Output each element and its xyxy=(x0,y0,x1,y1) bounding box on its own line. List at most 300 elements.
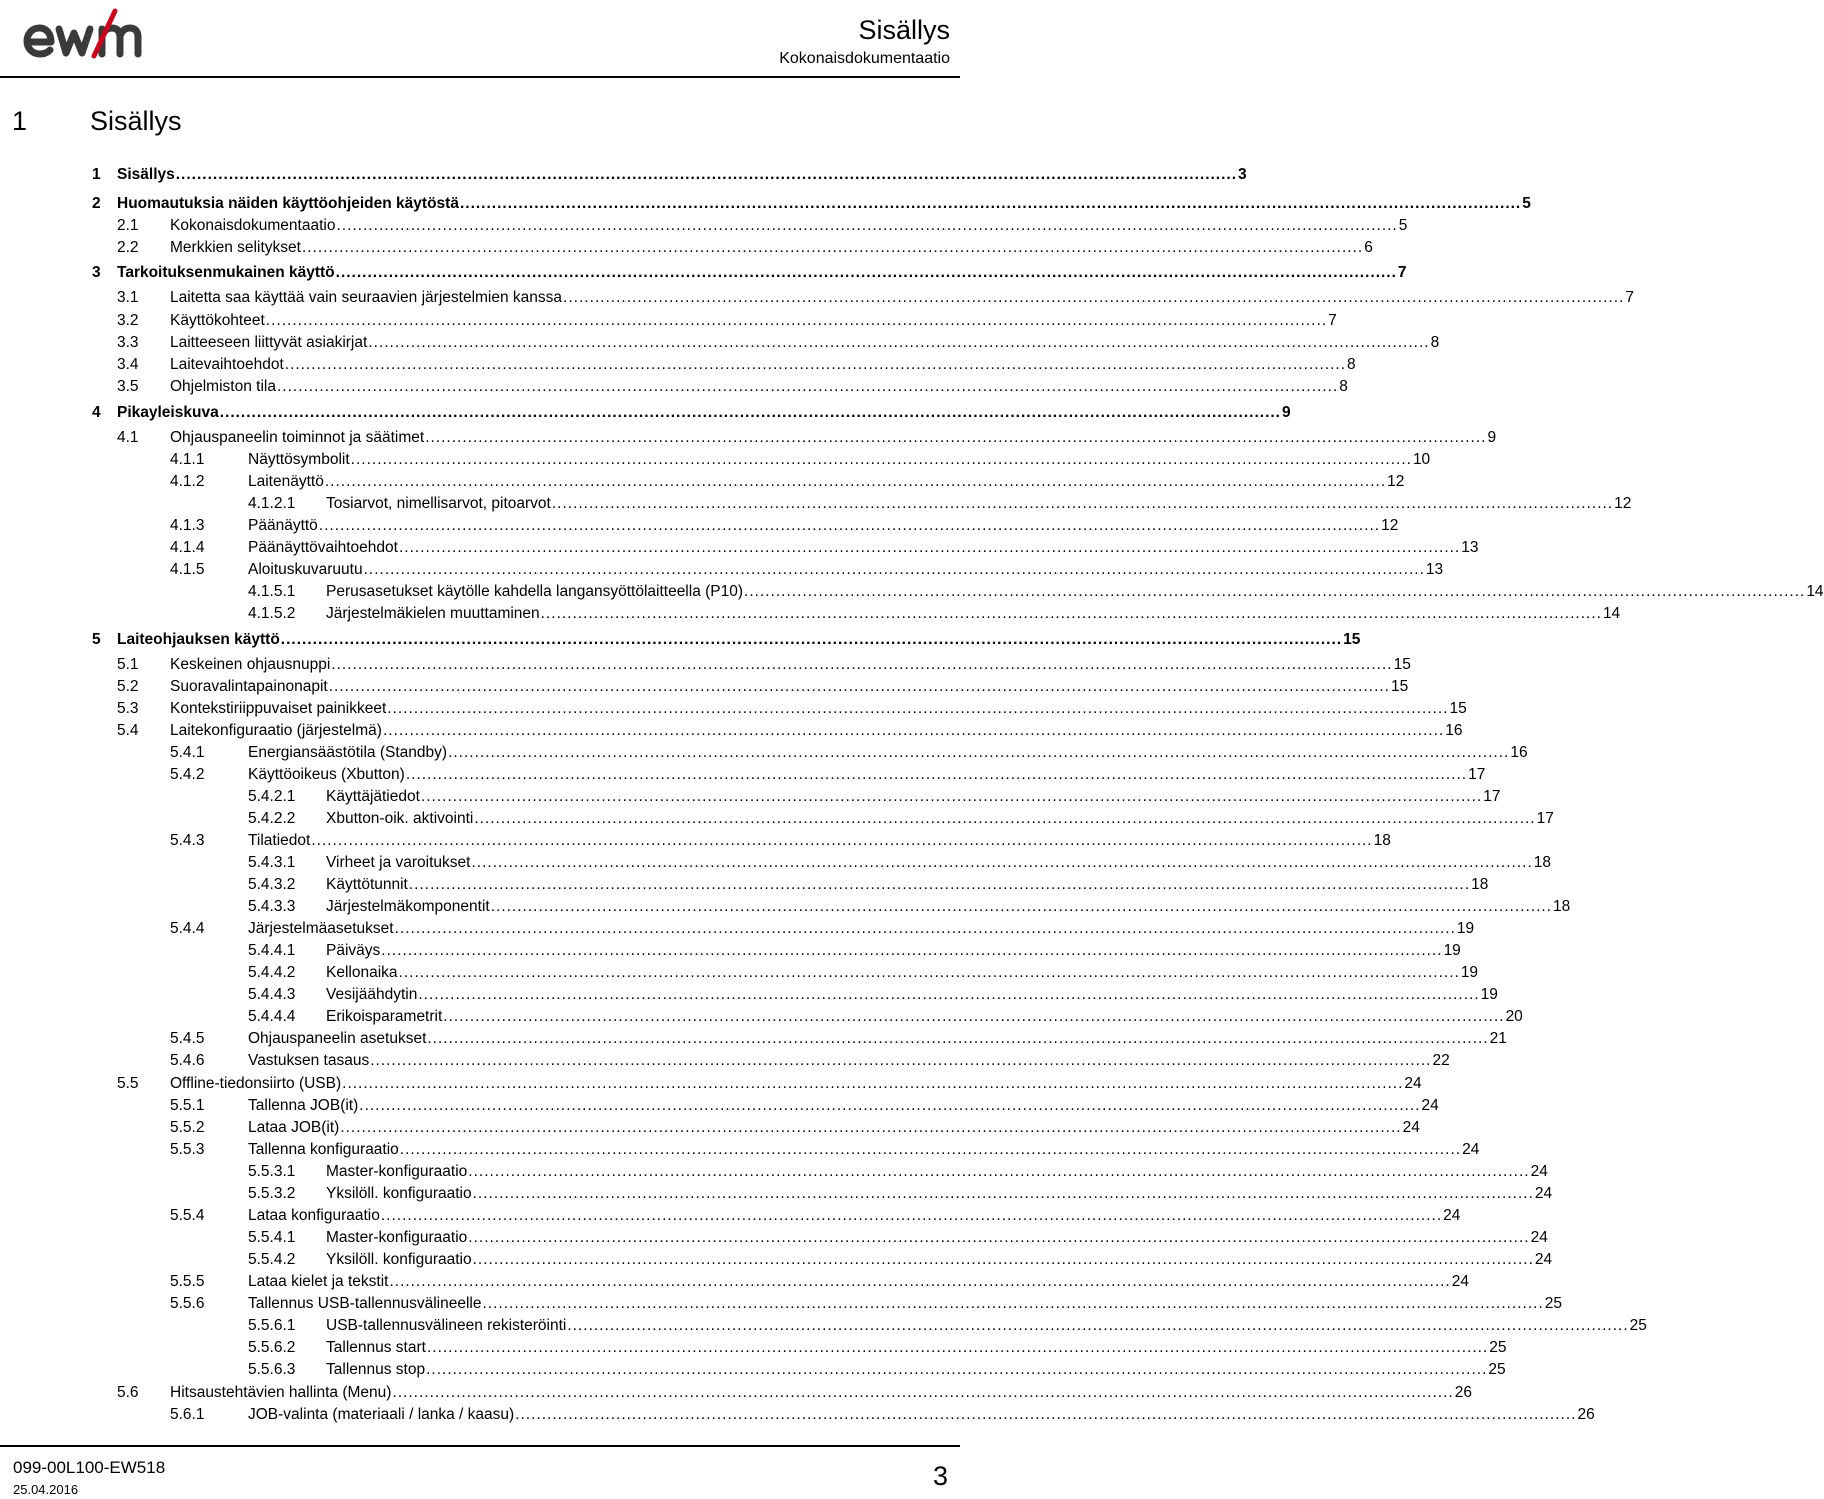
toc-entry-line xyxy=(170,427,1497,449)
toc-entry-line xyxy=(326,874,1489,896)
toc-entry-page: 13 xyxy=(1425,561,1444,578)
toc-entry-page: 24 xyxy=(1402,1119,1420,1136)
toc-entry-number: 5.4.4.1 xyxy=(248,942,296,959)
toc-entry-page: 19 xyxy=(1460,964,1479,981)
toc-entry[interactable] xyxy=(0,918,1475,940)
toc-entry-number: 5.5.3.2 xyxy=(248,1185,296,1202)
toc-dot-leader: ........................................................................................................................................................................................................ xyxy=(276,378,1339,395)
toc-entry[interactable] xyxy=(0,1073,1422,1095)
toc-entry-title: Tosiarvot, nimellisarvot, pitoarvot xyxy=(326,495,551,512)
toc-entry-line xyxy=(326,940,1461,962)
toc-dot-leader: ........................................................................................................................................................................................................ xyxy=(350,451,1412,468)
toc-entry[interactable] xyxy=(0,962,1479,984)
toc-entry[interactable] xyxy=(0,720,1463,742)
toc-entry-page: 7 xyxy=(1328,312,1337,329)
toc-entry-number: 5.5.4.2 xyxy=(248,1251,296,1268)
toc-entry-line xyxy=(170,310,1337,332)
toc-entry-line xyxy=(170,676,1409,698)
toc-entry-line xyxy=(248,918,1475,940)
toc-entry-number: 5.5.6.2 xyxy=(248,1339,296,1356)
toc-entry-title: Offline-tiedonsiirto (USB) xyxy=(170,1075,342,1092)
toc-entry-number: 5.4.2.1 xyxy=(248,788,296,805)
document-code: 099-00L100-EW518 xyxy=(13,1458,166,1477)
toc-entry[interactable] xyxy=(0,262,1407,284)
toc-entry-title: Tallennus USB-tallennusvälineelle xyxy=(248,1295,482,1312)
toc-dot-leader: ........................................................................................................................................................................................................ xyxy=(420,788,1483,805)
toc-dot-leader: ........................................................................................................................................................................................................ xyxy=(284,356,1347,373)
toc-entry-title: Tallennus stop xyxy=(326,1361,426,1378)
ewm-logo xyxy=(20,8,166,60)
toc-entry-page: 6 xyxy=(1364,239,1373,256)
toc-entry-line xyxy=(170,698,1467,720)
chapter-number: 1 xyxy=(12,106,28,136)
toc-entry-page: 19 xyxy=(1443,942,1461,959)
toc-dot-leader: ........................................................................................................................................................................................................ xyxy=(363,561,1425,578)
toc-entry-page: 24 xyxy=(1462,1141,1480,1158)
toc-entry-line xyxy=(326,581,1824,603)
toc-entry[interactable] xyxy=(0,402,1291,424)
toc-entry-line xyxy=(117,402,1291,424)
toc-entry-page: 13 xyxy=(1461,539,1479,556)
toc-dot-leader: ........................................................................................................................................................................................................ xyxy=(567,1317,1629,1334)
toc-entry[interactable] xyxy=(0,354,1356,376)
toc-dot-leader: ........................................................................................................................................................................................................ xyxy=(392,1384,1454,1401)
toc-dot-leader: ........................................................................................................................................................................................................ xyxy=(387,700,1449,717)
toc-dot-leader: ........................................................................................................................................................................................................ xyxy=(418,986,1480,1003)
toc-entry[interactable] xyxy=(0,449,1431,471)
toc-entry-title: Huomautuksia näiden käyttöohjeiden käytöstä xyxy=(117,195,459,212)
toc-entry-number: 4.1.3 xyxy=(170,517,205,534)
toc-entry-title: Keskeinen ohjausnuppi xyxy=(170,656,331,673)
chapter-title: Sisällys xyxy=(90,106,182,136)
toc-entry[interactable] xyxy=(0,1205,1461,1227)
toc-entry-title: Käyttökohteet xyxy=(170,312,265,329)
toc-entry[interactable] xyxy=(0,1183,1553,1205)
toc-entry-page: 10 xyxy=(1412,451,1431,468)
toc-dot-leader: ........................................................................................................................................................................................................ xyxy=(443,1008,1505,1025)
toc-entry-number: 5.5.3.1 xyxy=(248,1163,296,1180)
toc-entry-number: 4 xyxy=(92,404,101,421)
toc-entry-number: 3 xyxy=(92,264,101,281)
toc-entry-title: Tallennus start xyxy=(326,1339,426,1356)
toc-dot-leader: ........................................................................................................................................................................................................ xyxy=(482,1295,1544,1312)
toc-entry-page: 15 xyxy=(1393,656,1411,673)
toc-dot-leader: ........................................................................................................................................................................................................ xyxy=(380,1207,1443,1224)
toc-entry-number: 5.4.4.3 xyxy=(248,986,296,1003)
toc-entry-page: 25 xyxy=(1489,1339,1507,1356)
toc-entry-number: 4.1.5.2 xyxy=(248,605,296,622)
toc-entry-line xyxy=(326,1161,1548,1183)
toc-dot-leader: ........................................................................................................................................................................................................ xyxy=(359,1097,1421,1114)
toc-dot-leader: ........................................................................................................................................................................................................ xyxy=(398,964,1460,981)
toc-entry-line xyxy=(170,215,1408,237)
toc-entry-line xyxy=(170,376,1348,398)
toc-entry-line xyxy=(170,720,1463,742)
toc-entry-page: 24 xyxy=(1530,1163,1548,1180)
toc-dot-leader: ........................................................................................................................................................................................................ xyxy=(471,854,1533,871)
toc-dot-leader: ........................................................................................................................................................................................................ xyxy=(368,334,1430,351)
toc-entry-title: Käyttäjätiedot xyxy=(326,788,420,805)
toc-entry[interactable] xyxy=(0,537,1479,559)
toc-entry-line xyxy=(117,164,1247,186)
toc-entry[interactable] xyxy=(0,1117,1420,1139)
toc-entry[interactable] xyxy=(0,1404,1595,1426)
toc-entry-page: 24 xyxy=(1451,1273,1469,1290)
toc-dot-leader: ........................................................................................................................................................................................................ xyxy=(331,656,1393,673)
toc-entry-page: 14 xyxy=(1806,583,1824,600)
toc-entry-title: Tallenna JOB(it) xyxy=(248,1097,359,1114)
toc-entry-page: 18 xyxy=(1533,854,1551,871)
toc-entry-number: 1 xyxy=(92,166,101,183)
toc-entry-number: 5.4.2.2 xyxy=(248,810,296,827)
toc-entry-title: Yksilöll. konfiguraatio xyxy=(326,1251,472,1268)
toc-dot-leader: ........................................................................................................................................................................................................ xyxy=(744,583,1806,600)
toc-entry-line xyxy=(170,1073,1422,1095)
toc-entry-page: 16 xyxy=(1445,722,1463,739)
toc-entry-line xyxy=(170,287,1634,309)
toc-entry-title: Aloituskuvaruutu xyxy=(248,561,363,578)
toc-entry-title: Master-konfiguraatio xyxy=(326,1163,468,1180)
toc-entry-page: 24 xyxy=(1404,1075,1422,1092)
toc-entry-page: 14 xyxy=(1602,605,1621,622)
toc-entry[interactable] xyxy=(0,1249,1553,1271)
toc-entry-title: Käyttöoikeus (Xbutton) xyxy=(248,766,405,783)
toc-entry-title: Yksilöll. konfiguraatio xyxy=(326,1185,472,1202)
toc-dot-leader: ........................................................................................................................................................................................................ xyxy=(340,1119,1402,1136)
toc-dot-leader: ........................................................................................................................................................................................................ xyxy=(563,289,1625,306)
toc-entry-title: Laitteeseen liittyvät asiakirjat xyxy=(170,334,368,351)
toc-entry-line xyxy=(326,1183,1553,1205)
toc-entry-line xyxy=(326,603,1621,625)
toc-entry-line xyxy=(326,1227,1548,1249)
toc-entry-number: 5.2 xyxy=(117,678,139,695)
toc-entry-title: Hitsaustehtävien hallinta (Menu) xyxy=(170,1384,392,1401)
toc-entry-title: Kokonaisdokumentaatio xyxy=(170,217,336,234)
toc-entry[interactable] xyxy=(0,193,1531,215)
toc-entry[interactable] xyxy=(0,1382,1472,1404)
toc-entry-number: 5.4.5 xyxy=(170,1030,205,1047)
toc-entry-number: 5.4.4.2 xyxy=(248,964,296,981)
toc-entry[interactable] xyxy=(0,1006,1523,1028)
toc-entry-line xyxy=(326,1006,1523,1028)
toc-entry[interactable] xyxy=(0,1028,1507,1050)
toc-entry-number: 5.5.4 xyxy=(170,1207,205,1224)
toc-entry-line xyxy=(248,742,1528,764)
toc-entry-title: Vesijäähdytin xyxy=(326,986,418,1003)
toc-entry-number: 3.5 xyxy=(117,378,139,395)
toc-entry-title: Päänäyttö xyxy=(248,517,318,534)
toc-entry-line xyxy=(326,896,1571,918)
toc-entry-title: Erikoisparametrit xyxy=(326,1008,443,1025)
toc-entry[interactable] xyxy=(0,427,1497,449)
toc-dot-leader: ........................................................................................................................................................................................................ xyxy=(398,539,1461,556)
toc-entry-page: 12 xyxy=(1387,473,1405,490)
toc-dot-leader: ........................................................................................................................................................................................................ xyxy=(370,1052,1432,1069)
toc-entry-number: 5.4.3 xyxy=(170,832,205,849)
toc-entry[interactable] xyxy=(0,1293,1563,1315)
toc-entry-page: 7 xyxy=(1625,289,1634,306)
toc-entry[interactable] xyxy=(0,287,1634,309)
toc-entry-title: Merkkien selitykset xyxy=(170,239,301,256)
toc-entry[interactable] xyxy=(0,654,1411,676)
toc-entry-title: Pikayleiskuva xyxy=(117,404,219,421)
toc-entry-line xyxy=(248,1271,1469,1293)
toc-entry-page: 19 xyxy=(1480,986,1498,1003)
toc-dot-leader: ........................................................................................................................................................................................................ xyxy=(318,517,1381,534)
toc-entry-title: Näyttösymbolit xyxy=(248,451,350,468)
toc-entry[interactable] xyxy=(0,830,1391,852)
toc-entry-number: 2 xyxy=(92,195,101,212)
toc-dot-leader: ........................................................................................................................................................................................................ xyxy=(219,404,1281,421)
toc-entry-line xyxy=(326,1337,1507,1359)
toc-dot-leader: ........................................................................................................................................................................................................ xyxy=(472,1251,1534,1268)
toc-entry-line xyxy=(248,449,1431,471)
toc-entry-number: 4.1.4 xyxy=(170,539,205,556)
toc-entry[interactable] xyxy=(0,332,1440,354)
toc-entry[interactable] xyxy=(0,164,1247,186)
toc-entry-title: Vastuksen tasaus xyxy=(248,1052,370,1069)
toc-entry-page: 25 xyxy=(1544,1295,1563,1312)
toc-entry-number: 5.5.3 xyxy=(170,1141,205,1158)
page-number: 3 xyxy=(932,1461,948,1491)
toc-entry-line xyxy=(170,237,1373,259)
toc-dot-leader: ........................................................................................................................................................................................................ xyxy=(426,1339,1489,1356)
toc-entry-line xyxy=(170,1382,1472,1404)
toc-entry-title: Master-konfiguraatio xyxy=(326,1229,468,1246)
toc-entry-line xyxy=(117,193,1531,215)
toc-dot-leader: ........................................................................................................................................................................................................ xyxy=(342,1075,1404,1092)
toc-entry[interactable] xyxy=(0,984,1498,1006)
toc-entry[interactable] xyxy=(0,896,1571,918)
toc-entry-page: 17 xyxy=(1468,766,1486,783)
toc-dot-leader: ........................................................................................................................................................................................................ xyxy=(405,766,1468,783)
toc-entry-page: 15 xyxy=(1343,631,1361,648)
toc-entry-number: 4.1.5.1 xyxy=(248,583,296,600)
toc-entry-title: Lataa kielet ja tekstit xyxy=(248,1273,389,1290)
toc-entry-title: Energiansäästötila (Standby) xyxy=(248,744,448,761)
toc-entry[interactable] xyxy=(0,376,1348,398)
toc-entry[interactable] xyxy=(0,698,1467,720)
toc-entry[interactable] xyxy=(0,493,1632,515)
toc-entry-title: Järjestelmäkomponentit xyxy=(326,898,490,915)
toc-dot-leader: ........................................................................................................................................................................................................ xyxy=(425,429,1487,446)
toc-dot-leader: ........................................................................................................................................................................................................ xyxy=(175,166,1238,183)
toc-entry-page: 5 xyxy=(1522,195,1531,212)
toc-entry-page: 15 xyxy=(1449,700,1467,717)
toc-entry[interactable] xyxy=(0,1050,1450,1072)
toc-entry-line xyxy=(248,471,1405,493)
toc-entry-title: Kellonaika xyxy=(326,964,398,981)
toc-entry[interactable] xyxy=(0,1337,1507,1359)
toc-entry-title: Ohjauspaneelin asetukset xyxy=(248,1030,427,1047)
toc-entry-number: 5.4 xyxy=(117,722,139,739)
toc-entry-line xyxy=(248,515,1399,537)
toc-entry[interactable] xyxy=(0,742,1528,764)
toc-entry[interactable] xyxy=(0,874,1489,896)
toc-entry-title: Tilatiedot xyxy=(248,832,311,849)
toc-entry-number: 5.4.2 xyxy=(170,766,205,783)
toc-entry-number: 5.4.3.2 xyxy=(248,876,296,893)
toc-entry-line xyxy=(170,332,1440,354)
toc-dot-leader: ........................................................................................................................................................................................................ xyxy=(459,195,1522,212)
toc-entry-line xyxy=(326,962,1479,984)
toc-entry-number: 5.5.6.3 xyxy=(248,1361,296,1378)
toc-entry-number: 2.2 xyxy=(117,239,139,256)
toc-entry[interactable] xyxy=(0,310,1337,332)
toc-dot-leader: ........................................................................................................................................................................................................ xyxy=(408,876,1471,893)
toc-entry-page: 19 xyxy=(1456,920,1475,937)
toc-entry-number: 4.1.2 xyxy=(170,473,205,490)
toc-entry-number: 5.4.4.4 xyxy=(248,1008,296,1025)
toc-entry-number: 5.5.5 xyxy=(170,1273,205,1290)
toc-entry-page: 8 xyxy=(1339,378,1348,395)
toc-dot-leader: ........................................................................................................................................................................................................ xyxy=(382,722,1445,739)
toc-entry[interactable] xyxy=(0,515,1399,537)
toc-entry-line xyxy=(248,764,1486,786)
toc-entry-line xyxy=(248,1095,1439,1117)
toc-entry-page: 3 xyxy=(1238,166,1247,183)
toc-entry-title: Kontekstiriippuvaiset painikkeet xyxy=(170,700,387,717)
toc-entry-page: 7 xyxy=(1397,264,1407,281)
toc-entry-title: Päiväys xyxy=(326,942,381,959)
toc-entry-number: 5.5.6.1 xyxy=(248,1317,296,1334)
toc-entry[interactable] xyxy=(0,1227,1548,1249)
toc-entry-number: 4.1.1 xyxy=(170,451,205,468)
toc-entry-number: 5.4.6 xyxy=(170,1052,205,1069)
toc-entry-page: 18 xyxy=(1471,876,1489,893)
toc-entry[interactable] xyxy=(0,676,1409,698)
toc-entry-title: USB-tallennusvälineen rekisteröinti xyxy=(326,1317,567,1334)
toc-entry-page: 18 xyxy=(1552,898,1571,915)
toc-entry-page: 22 xyxy=(1432,1052,1450,1069)
toc-entry-line xyxy=(326,1315,1647,1337)
toc-dot-leader: ........................................................................................................................................................................................................ xyxy=(426,1361,1488,1378)
toc-entry-line xyxy=(248,830,1391,852)
toc-entry-title: Suoravalintapainonapit xyxy=(170,678,328,695)
toc-entry-number: 5.6.1 xyxy=(170,1406,205,1423)
toc-entry-number: 5.5 xyxy=(117,1075,139,1092)
toc-entry-title: Järjestelmäasetukset xyxy=(248,920,394,937)
toc-entry-page: 26 xyxy=(1577,1406,1595,1423)
toc-entry[interactable] xyxy=(0,603,1621,625)
toc-entry-line xyxy=(170,354,1356,376)
toc-entry[interactable] xyxy=(0,808,1554,830)
toc-entry[interactable] xyxy=(0,471,1405,493)
toc-entry-page: 17 xyxy=(1536,810,1554,827)
toc-entry-page: 26 xyxy=(1454,1384,1472,1401)
toc-entry[interactable] xyxy=(0,764,1486,786)
toc-entry-number: 3.3 xyxy=(117,334,139,351)
toc-dot-leader: ........................................................................................................................................................................................................ xyxy=(301,239,1364,256)
toc-entry-title: Järjestelmäkielen muuttaminen xyxy=(326,605,540,622)
toc-entry[interactable] xyxy=(0,581,1824,603)
toc-entry[interactable] xyxy=(0,1359,1506,1381)
toc-dot-leader: ........................................................................................................................................................................................................ xyxy=(540,605,1602,622)
toc-entry-page: 8 xyxy=(1347,356,1356,373)
toc-entry-number: 5.3 xyxy=(117,700,139,717)
toc-entry-number: 5.5.6 xyxy=(170,1295,205,1312)
toc-entry-page: 17 xyxy=(1483,788,1501,805)
toc-entry-title: Ohjelmiston tila xyxy=(170,378,276,395)
toc-entry-line xyxy=(248,1404,1595,1426)
toc-entry-number: 5.5.2 xyxy=(170,1119,205,1136)
toc-dot-leader: ........................................................................................................................................................................................................ xyxy=(468,1163,1530,1180)
toc-entry-page: 16 xyxy=(1510,744,1528,761)
toc-entry-number: 2.1 xyxy=(117,217,139,234)
toc-entry-page: 25 xyxy=(1629,1317,1647,1334)
toc-entry-line xyxy=(248,1139,1480,1161)
toc-entry[interactable] xyxy=(0,1271,1469,1293)
toc-entry-title: Tallenna konfiguraatio xyxy=(248,1141,399,1158)
toc-entry-page: 18 xyxy=(1373,832,1391,849)
toc-dot-leader: ........................................................................................................................................................................................................ xyxy=(490,898,1552,915)
toc-entry[interactable] xyxy=(0,852,1551,874)
toc-entry[interactable] xyxy=(0,1139,1480,1161)
toc-entry-line xyxy=(117,262,1407,284)
toc-entry-line xyxy=(326,786,1501,808)
toc-entry[interactable] xyxy=(0,1161,1548,1183)
toc-entry[interactable] xyxy=(0,1315,1647,1337)
toc-entry-page: 21 xyxy=(1489,1030,1507,1047)
toc-entry-line xyxy=(117,629,1361,651)
toc-entry-page: 9 xyxy=(1281,404,1291,421)
toc-dot-leader: ........................................................................................................................................................................................................ xyxy=(399,1141,1462,1158)
toc-entry-number: 4.1.2.1 xyxy=(248,495,296,512)
header-title: Sisällys xyxy=(858,15,950,45)
toc-entry[interactable] xyxy=(0,215,1408,237)
toc-entry-line xyxy=(248,1050,1450,1072)
toc-entry-title: Perusasetukset käytölle kahdella langansyöttölaitteella (P10) xyxy=(326,583,744,600)
toc-entry-line xyxy=(248,559,1444,581)
toc-entry-line xyxy=(248,1205,1461,1227)
toc-entry[interactable] xyxy=(0,1095,1439,1117)
toc-entry-page: 24 xyxy=(1534,1185,1553,1202)
toc-entry-line xyxy=(326,493,1632,515)
toc-entry-title: Xbutton-oik. aktivointi xyxy=(326,810,474,827)
toc-entry-title: Sisällys xyxy=(117,166,175,183)
toc-entry[interactable] xyxy=(0,940,1461,962)
toc-dot-leader: ........................................................................................................................................................................................................ xyxy=(551,495,1614,512)
toc-entry[interactable] xyxy=(0,629,1361,651)
toc-dot-leader: ........................................................................................................................................................................................................ xyxy=(324,473,1387,490)
toc-entry-title: Ohjauspaneelin toiminnot ja säätimet xyxy=(170,429,425,446)
toc-entry-line xyxy=(326,1249,1553,1271)
toc-dot-leader: ........................................................................................................................................................................................................ xyxy=(381,942,1443,959)
toc-entry[interactable] xyxy=(0,786,1501,808)
ewm-logo-graphic xyxy=(20,8,166,60)
toc-entry[interactable] xyxy=(0,559,1444,581)
toc-entry-number: 5.4.3.1 xyxy=(248,854,296,871)
toc-entry-number: 4.1 xyxy=(117,429,139,446)
toc-entry-number: 5 xyxy=(92,631,101,648)
toc-entry-number: 5.5.4.1 xyxy=(248,1229,296,1246)
toc-entry[interactable] xyxy=(0,237,1373,259)
toc-entry-title: Lataa konfiguraatio xyxy=(248,1207,380,1224)
toc-dot-leader: ........................................................................................................................................................................................................ xyxy=(328,678,1390,695)
header-divider xyxy=(0,76,960,78)
toc-entry-line xyxy=(248,1117,1420,1139)
toc-entry-line xyxy=(248,1293,1563,1315)
toc-entry-title: Päänäyttövaihtoehdot xyxy=(248,539,398,556)
toc-entry-number: 5.6 xyxy=(117,1384,139,1401)
toc-entry-title: Laiteohjauksen käyttö xyxy=(117,631,280,648)
toc-dot-leader: ........................................................................................................................................................................................................ xyxy=(280,631,1343,648)
toc-entry-number: 4.1.5 xyxy=(170,561,205,578)
toc-entry-line xyxy=(170,654,1411,676)
toc-entry-line xyxy=(326,984,1498,1006)
toc-entry-number: 5.4.3.3 xyxy=(248,898,296,915)
toc-entry-number: 5.4.1 xyxy=(170,744,205,761)
